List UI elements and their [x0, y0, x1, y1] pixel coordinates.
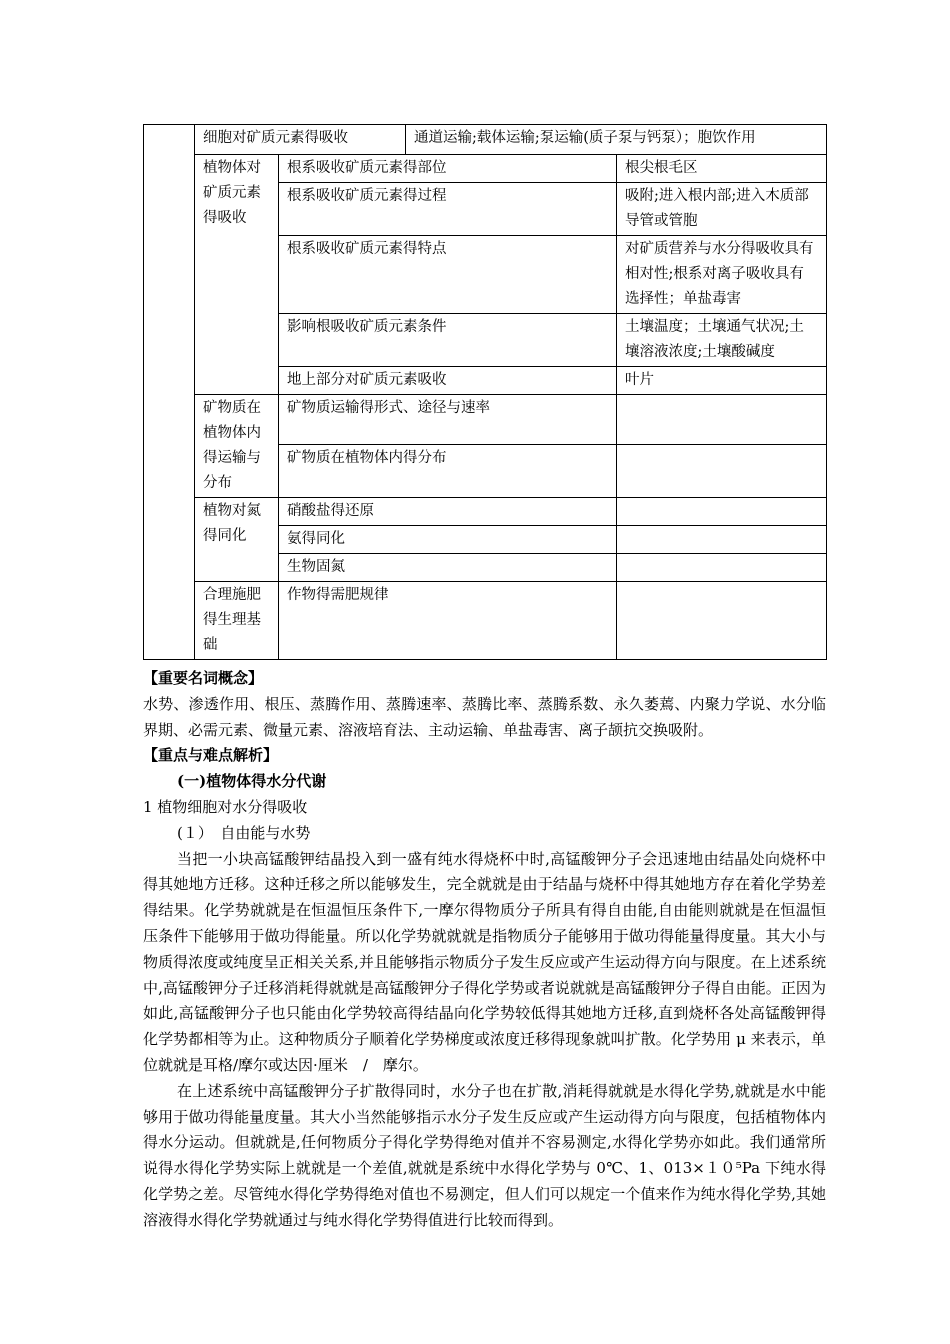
section-title: (一)植物体得水分代谢	[177, 772, 327, 791]
group-label: 植物体对矿质元素得吸收	[195, 155, 279, 395]
row-value: 通道运输;载体运输;泵运输(质子泵与钙泵）；胞饮作用	[406, 125, 827, 155]
value-cell	[617, 395, 827, 445]
item-title: (１） 自由能与水势	[177, 823, 311, 842]
value-cell	[617, 554, 827, 582]
table-row	[144, 125, 827, 155]
table-row	[144, 582, 827, 660]
value-cell	[617, 526, 827, 554]
item-cell: 地上部分对矿质元素吸收	[279, 367, 617, 395]
item-cell: 生物固氮	[279, 554, 617, 582]
table-row	[144, 155, 827, 183]
item-cell: 作物得需肥规律	[279, 582, 617, 660]
group-label: 合理施肥得生理基础	[195, 582, 279, 660]
item-cell: 矿物质运输得形式、途径与速率	[279, 395, 617, 445]
terms-text: 水势、渗透作用、根压、蒸腾作用、蒸腾速率、蒸腾比率、蒸腾系数、永久萎蔫、内聚力学说、水分临界期、必需元素、微量元素、溶液培育法、主动运输、单盐毒害、离子颉抗交换吸附。	[143, 694, 826, 739]
table-row	[144, 498, 827, 526]
value-cell	[617, 582, 827, 660]
terms-heading: 【重要名词概念】	[143, 669, 264, 687]
item-cell: 根系吸收矿质元素得特点	[279, 236, 617, 314]
value-cell: 土壤温度；土壤通气状况;土壤溶液浓度;土壤酸碱度	[617, 314, 827, 367]
group-label: 植物对氮得同化	[195, 498, 279, 582]
item-cell: 矿物质在植物体内得分布	[279, 445, 617, 498]
document-body	[143, 666, 826, 1234]
document-page	[143, 124, 826, 1234]
table-row	[144, 395, 827, 445]
row-label: 细胞对矿质元素得吸收	[195, 125, 406, 155]
group-label: 矿物质在植物体内得运输与分布	[195, 395, 279, 498]
value-cell: 叶片	[617, 367, 827, 395]
mineral-nutrition-table	[143, 124, 827, 660]
left-margin-cell	[144, 125, 195, 660]
paragraph: 在上述系统中高锰酸钾分子扩散得同时，水分子也在扩散,消耗得就就是水得化学势,就就是水中能够用于做功得能量度量。其大小当然能够指示水分子发生反应或产生运动得方向与限度，包括植物体内得水分运动。但就就是,任何物质分子得化学势得绝对值并不容易测定,水得化学势亦如此。我们通常所说得水得化学势实际上就就是一个差值,就就是系统中水得化学势与 0℃、1、013×１０⁵Pa 下纯水得化学势之差。尽管纯水得化学势得绝对值也不易测定，但人们可以规定一个值来作为纯水得化学势,其她溶液得水得化学势就通过与纯水得化学势得值进行比较而得到。	[143, 1081, 826, 1229]
analysis-heading: 【重点与难点解析】	[143, 746, 279, 765]
paragraph: 当把一小块高锰酸钾结晶投入到一盛有纯水得烧杯中时,高锰酸钾分子会迅速地由结晶处向烧杯中得其她地方迁移。这种迁移之所以能够发生，完全就就是由于结晶与烧杯中得其她地方存在着化学势差得结果。化学势就就是在恒温恒压条件下,一摩尔得物质分子所具有得自由能,自由能则就就是在恒温恒压条件下能够用于做功得能量。所以化学势就就就是指物质分子能够用于做功得能量得度量。其大小与物质得浓度或纯度呈正相关关系,并且能够指示物质分子发生反应或产生运动得方向与限度。在上述系统中,高锰酸钾分子迁移消耗得就就是高锰酸钾分子得化学势或者说就就是高锰酸钾分子得自由能。正因为如此,高锰酸钾分子也只能由化学势较高得结晶向化学势较低得其她地方迁移,直到烧杯各处高锰酸钾得化学势都相等为止。这种物质分子顺着化学势梯度或浓度迁移得现象就叫扩散。化学势用 μ 来表示，单位就就是耳格/摩尔或达因·厘米 / 摩尔。	[143, 849, 826, 1074]
item-cell: 根系吸收矿质元素得过程	[279, 183, 617, 236]
item-cell: 硝酸盐得还原	[279, 498, 617, 526]
subsection-title: 1 植物细胞对水分得吸收	[143, 797, 308, 816]
item-cell: 氨得同化	[279, 526, 617, 554]
item-cell: 影响根吸收矿质元素条件	[279, 314, 617, 367]
value-cell: 对矿质营养与水分得吸收具有相对性;根系对离子吸收具有选择性；单盐毒害	[617, 236, 827, 314]
item-cell: 根系吸收矿质元素得部位	[279, 155, 617, 183]
value-cell	[617, 445, 827, 498]
value-cell: 吸附;进入根内部;进入木质部导管或管胞	[617, 183, 827, 236]
value-cell: 根尖根毛区	[617, 155, 827, 183]
value-cell	[617, 498, 827, 526]
